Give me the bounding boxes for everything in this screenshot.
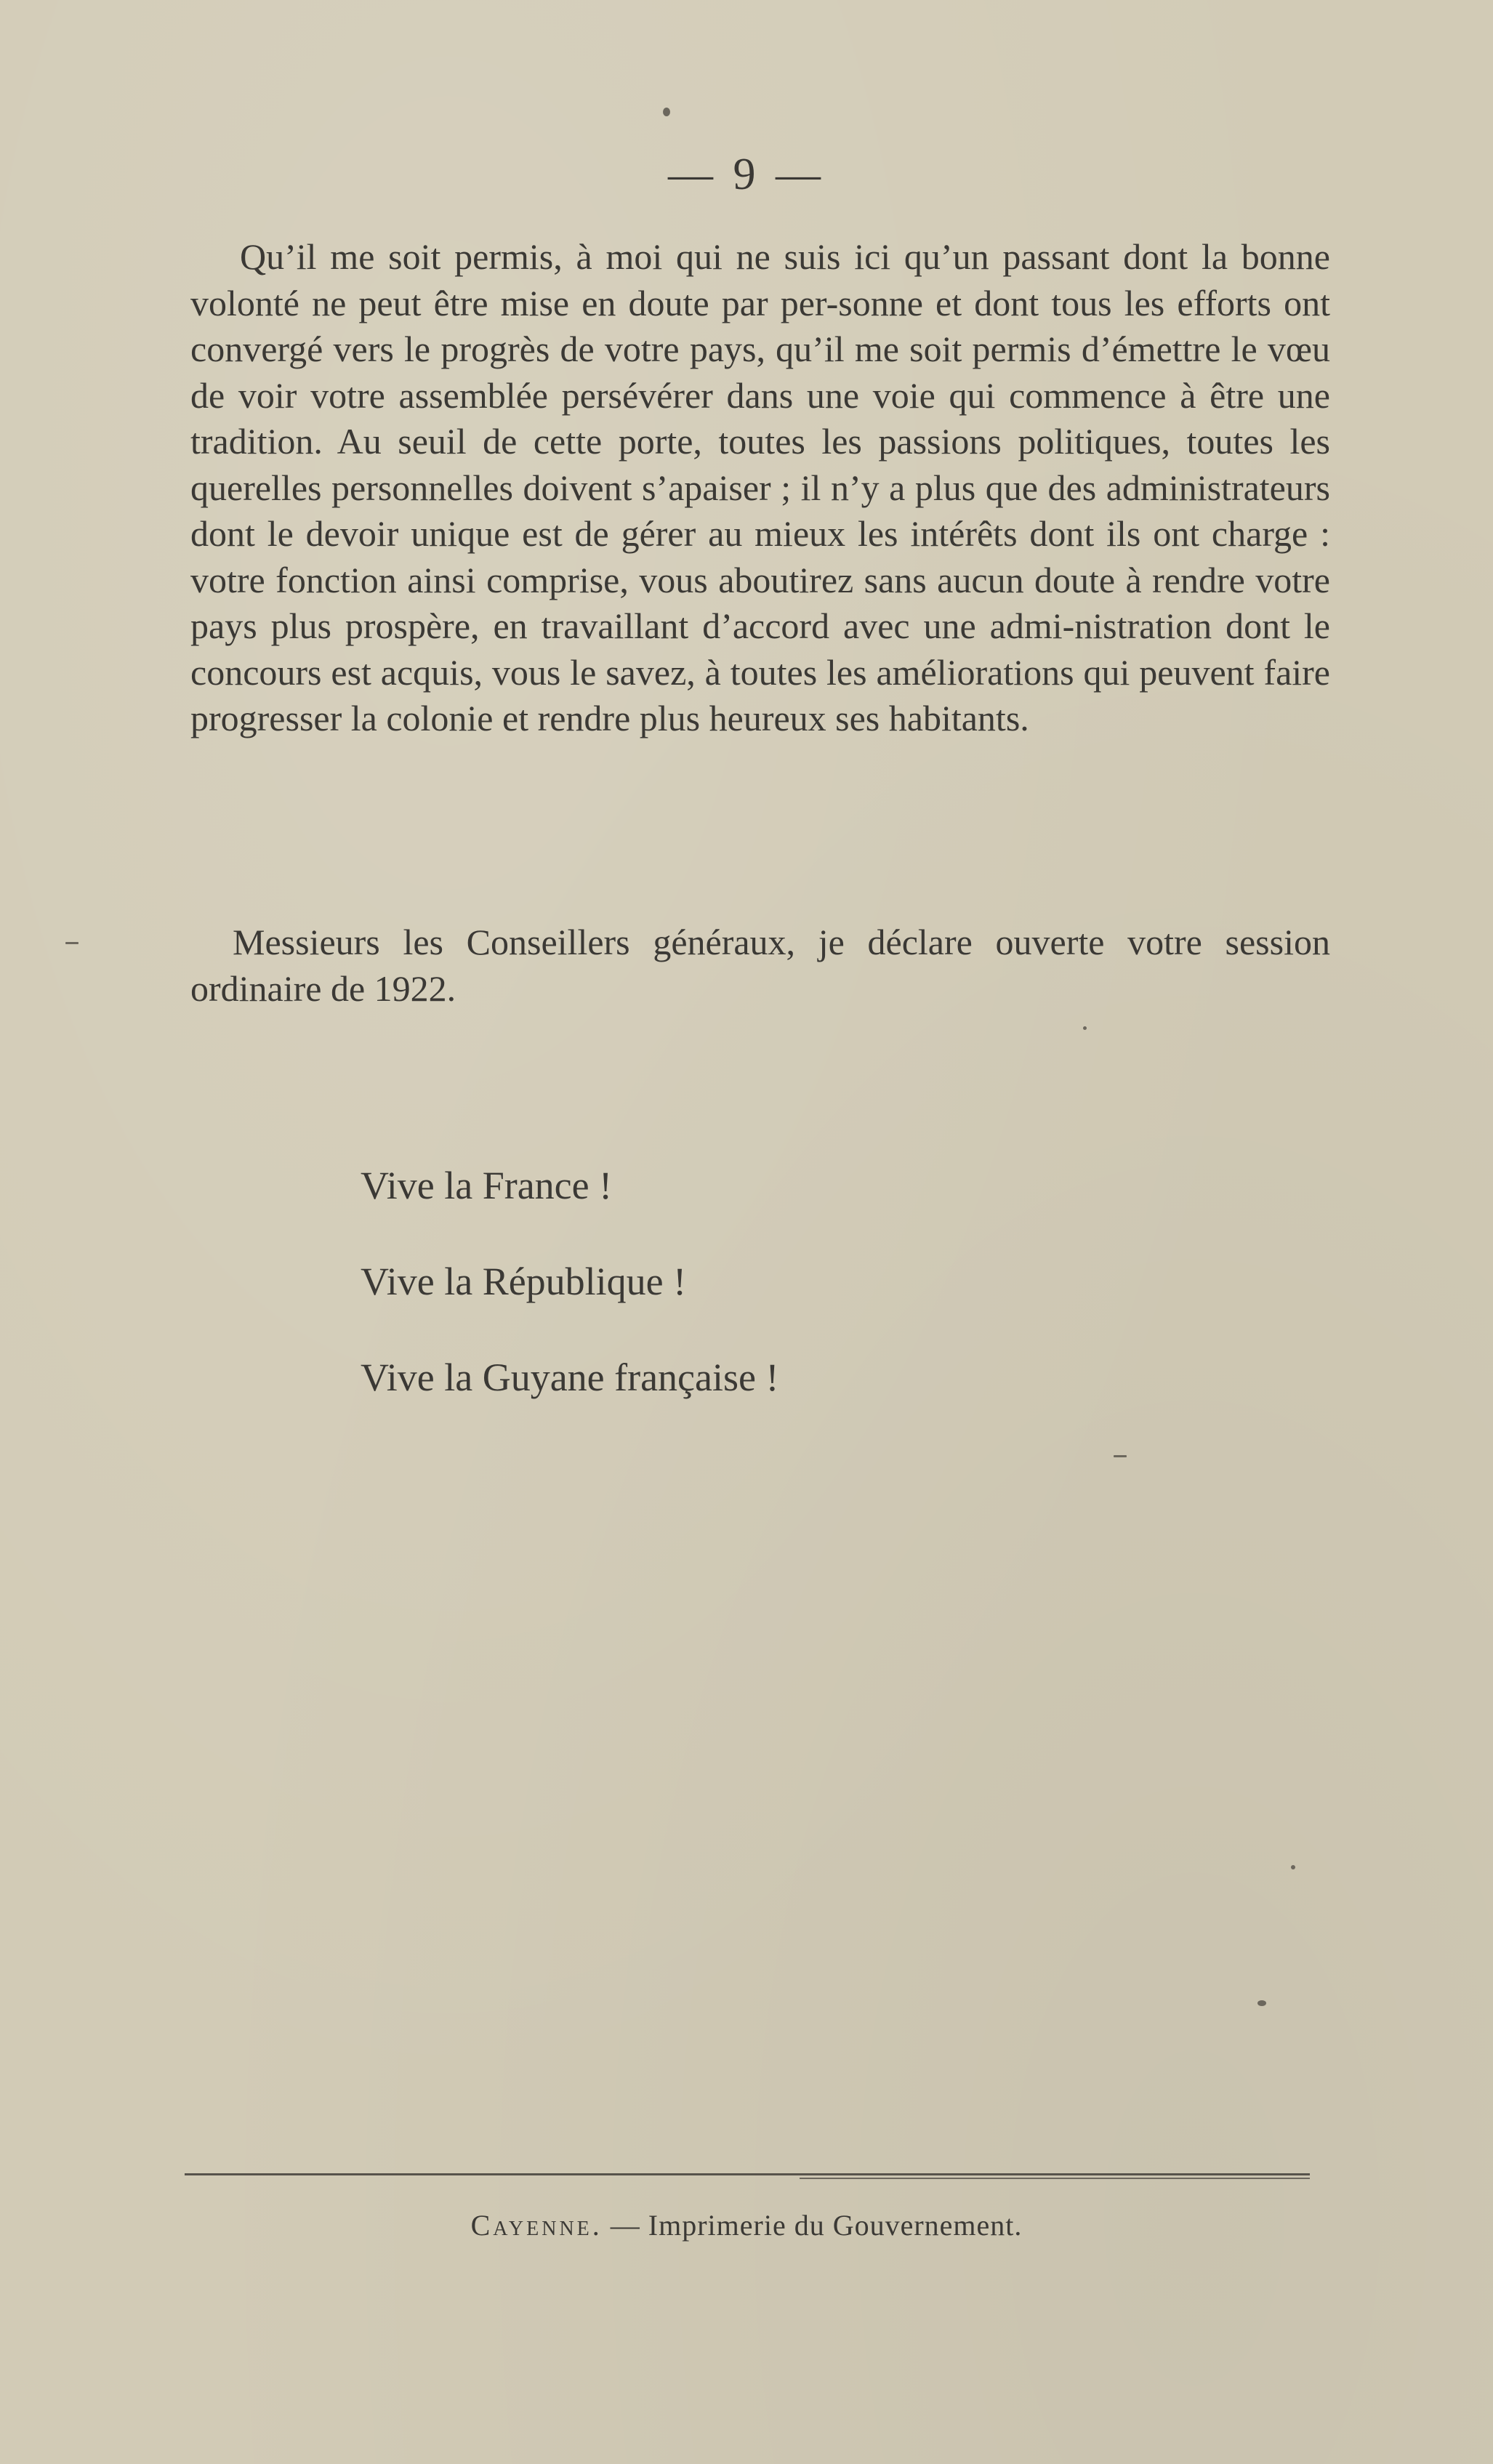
body-paragraph-2: Messieurs les Conseillers généraux, je déclare ouverte votre session ordinaire de 1922. xyxy=(190,922,1330,1009)
ink-speck xyxy=(663,108,670,116)
closing-line-guyane: Vive la Guyane française ! xyxy=(361,1356,779,1399)
ink-speck xyxy=(65,942,79,944)
body-paragraph-1: Qu’il me soit permis, à moi qui ne suis ici qu’un passant dont la bonne volonté ne peut être mise en doute par per-sonne et dont tous les efforts ont convergé vers le progrès de votre pays, qu’il me soit permis d’émettre le vœu de voir votre assemblée persévérer dans une voie qui commence à être une tradition. Au seuil de cette porte, toutes les passions politiques, toutes les querelles personnelles doivent s’apaiser ; il n’y a plus que des administrateurs dont le devoir unique est de gérer au mieux les intérêts dont ils ont charge : votre fonction ainsi comprise, vous aboutirez sans aucun doute à rendre votre pays plus prospère, en travaillant d’accord avec une admi-nistration dont le concours est acquis, vous le savez, à toutes les améliorations qui peuvent faire progresser la colonie et rendre plus heureux ses habitants. xyxy=(190,236,1330,738)
ink-speck xyxy=(1291,1865,1295,1869)
page-number: — 9 — xyxy=(668,150,825,199)
printer-imprint xyxy=(0,2208,1493,2242)
closing-line-republique: Vive la République ! xyxy=(361,1260,687,1303)
imprint-printer: Imprimerie du Gouvernement. xyxy=(648,2209,1023,2242)
imprint-city: Cayenne. xyxy=(470,2209,603,2242)
ink-speck xyxy=(1083,1026,1087,1030)
ink-speck xyxy=(1114,1455,1127,1457)
footer-rule-secondary xyxy=(800,2178,1310,2179)
imprint-separator: — xyxy=(610,2209,640,2242)
closing-line-france: Vive la France ! xyxy=(361,1164,613,1207)
ink-speck xyxy=(1257,2000,1266,2006)
footer-rule xyxy=(185,2173,1310,2175)
